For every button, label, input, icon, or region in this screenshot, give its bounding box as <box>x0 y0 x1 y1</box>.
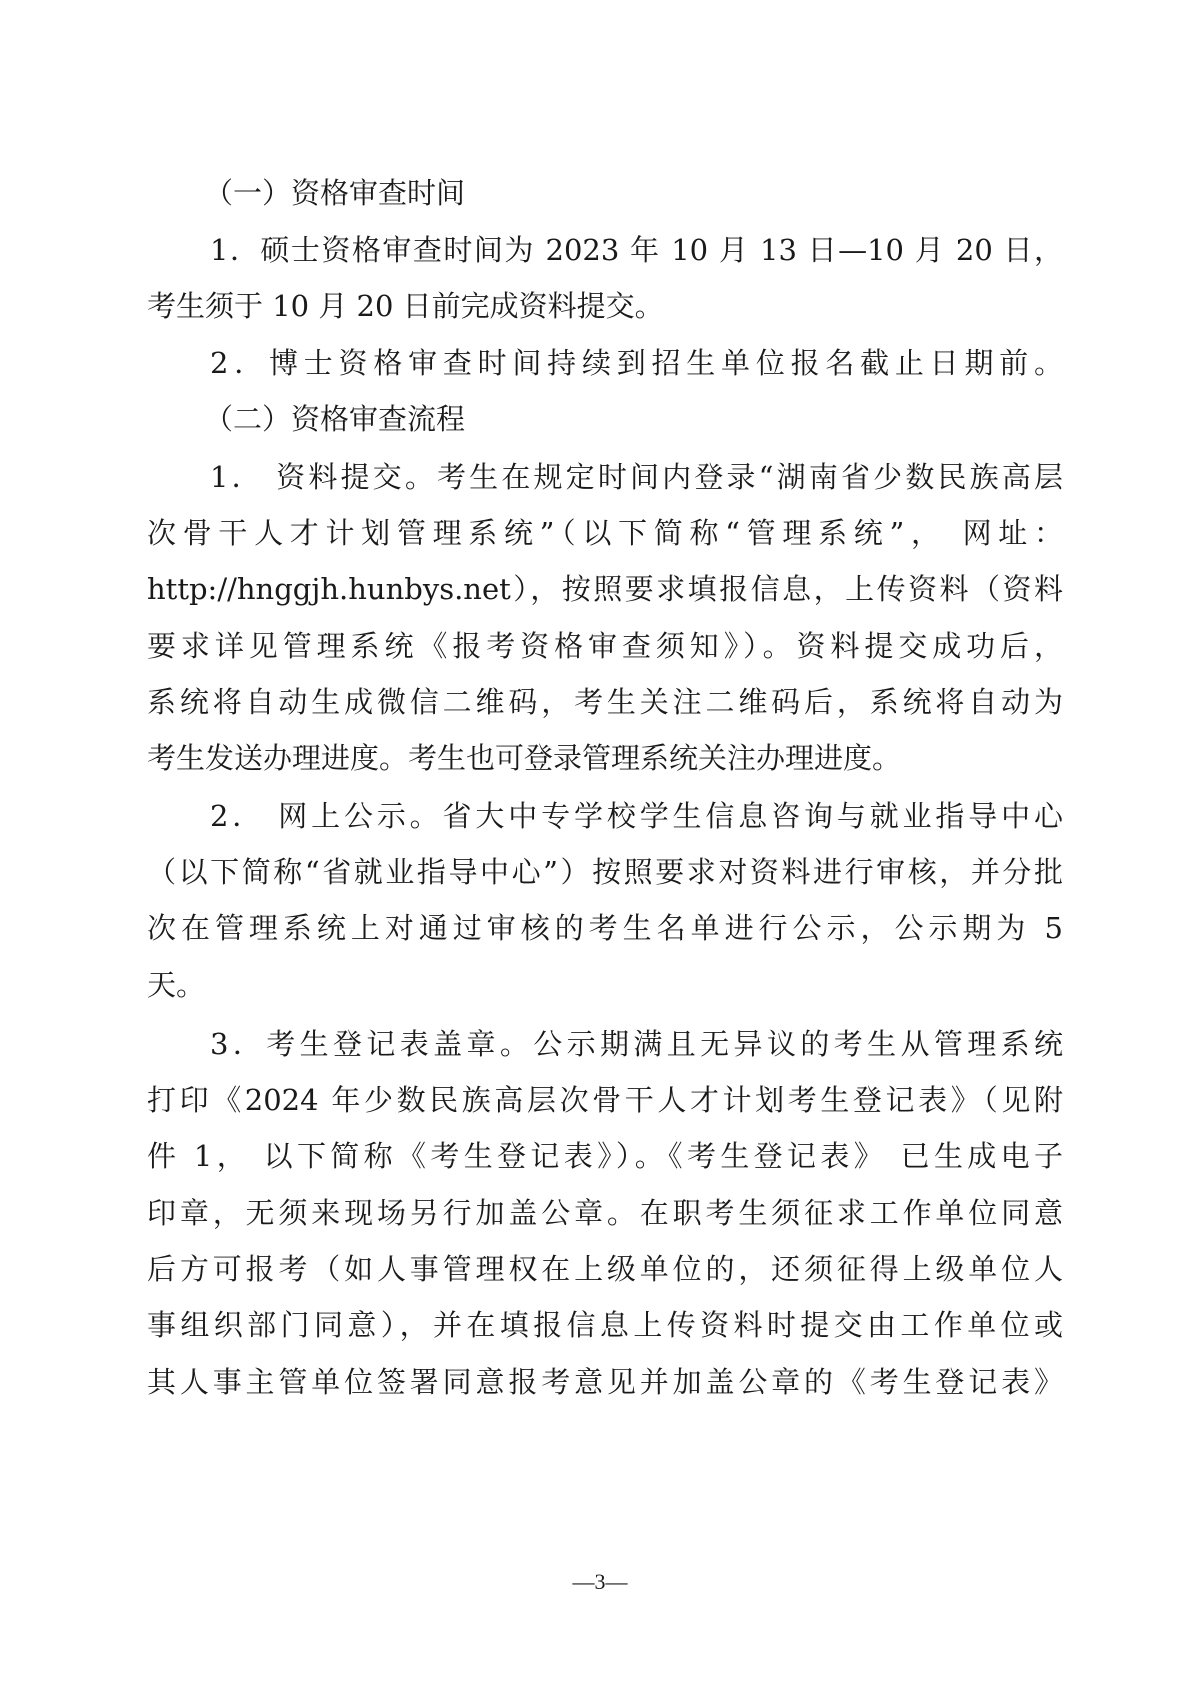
paragraph-line: 打印《2024 年少数民族高层次骨干人才计划考生登记表》（见附 <box>147 1083 1063 1117</box>
paragraph-line: 后方可报考（如人事管理权在上级单位的，还须征得上级单位人 <box>147 1252 1063 1286</box>
paragraph-line: 2．博士资格审查时间持续到招生单位报名截止日期前。 <box>210 346 1063 380</box>
paragraph-line: 印章，无须来现场另行加盖公章。在职考生须征求工作单位同意 <box>147 1196 1063 1230</box>
paragraph-line: 天。 <box>147 968 206 1002</box>
paragraph-line: 事组织部门同意），并在填报信息上传资料时提交由工作单位或 <box>147 1308 1063 1342</box>
paragraph-line: 要求详见管理系统《报考资格审查须知》）。资料提交成功后， <box>147 629 1063 663</box>
section-heading-review-time: （一）资格审查时间 <box>204 176 466 210</box>
paragraph-line: 2． 网上公示。省大中专学校学生信息咨询与就业指导中心 <box>210 799 1063 833</box>
paragraph-line: 其人事主管单位签署同意报考意见并加盖公章的《考生登记表》 <box>147 1365 1063 1399</box>
paragraph-line: （以下简称“省就业指导中心”）按照要求对资料进行审核，并分批 <box>147 855 1063 889</box>
paragraph-line-url: http://hnggjh.hunbys.net），按照要求填报信息，上传资料（资料 <box>147 572 1063 606</box>
paragraph-line: 考生发送办理进度。考生也可登录管理系统关注办理进度。 <box>147 741 902 775</box>
paragraph-line: 1．硕士资格审查时间为 2023 年 10 月 13 日—10 月 20 日， <box>210 233 1063 267</box>
paragraph-line: 次骨干人才计划管理系统”（以下简称“管理系统”， 网址： <box>147 516 1063 550</box>
paragraph-line: 系统将自动生成微信二维码，考生关注二维码后，系统将自动为 <box>147 685 1063 719</box>
paragraph-line: 件 1， 以下简称《考生登记表》）。《考生登记表》 已生成电子 <box>147 1139 1063 1173</box>
paragraph-line: 1． 资料提交。考生在规定时间内登录“湖南省少数民族高层 <box>210 460 1063 494</box>
page-number: —3— <box>572 1569 628 1594</box>
paragraph-line: 3．考生登记表盖章。公示期满且无异议的考生从管理系统 <box>210 1027 1063 1061</box>
section-heading-review-process: （二）资格审查流程 <box>204 402 466 436</box>
paragraph-line: 次在管理系统上对通过审核的考生名单进行公示，公示期为 5 <box>147 911 1063 945</box>
paragraph-line: 考生须于 10 月 20 日前完成资料提交。 <box>147 289 664 323</box>
